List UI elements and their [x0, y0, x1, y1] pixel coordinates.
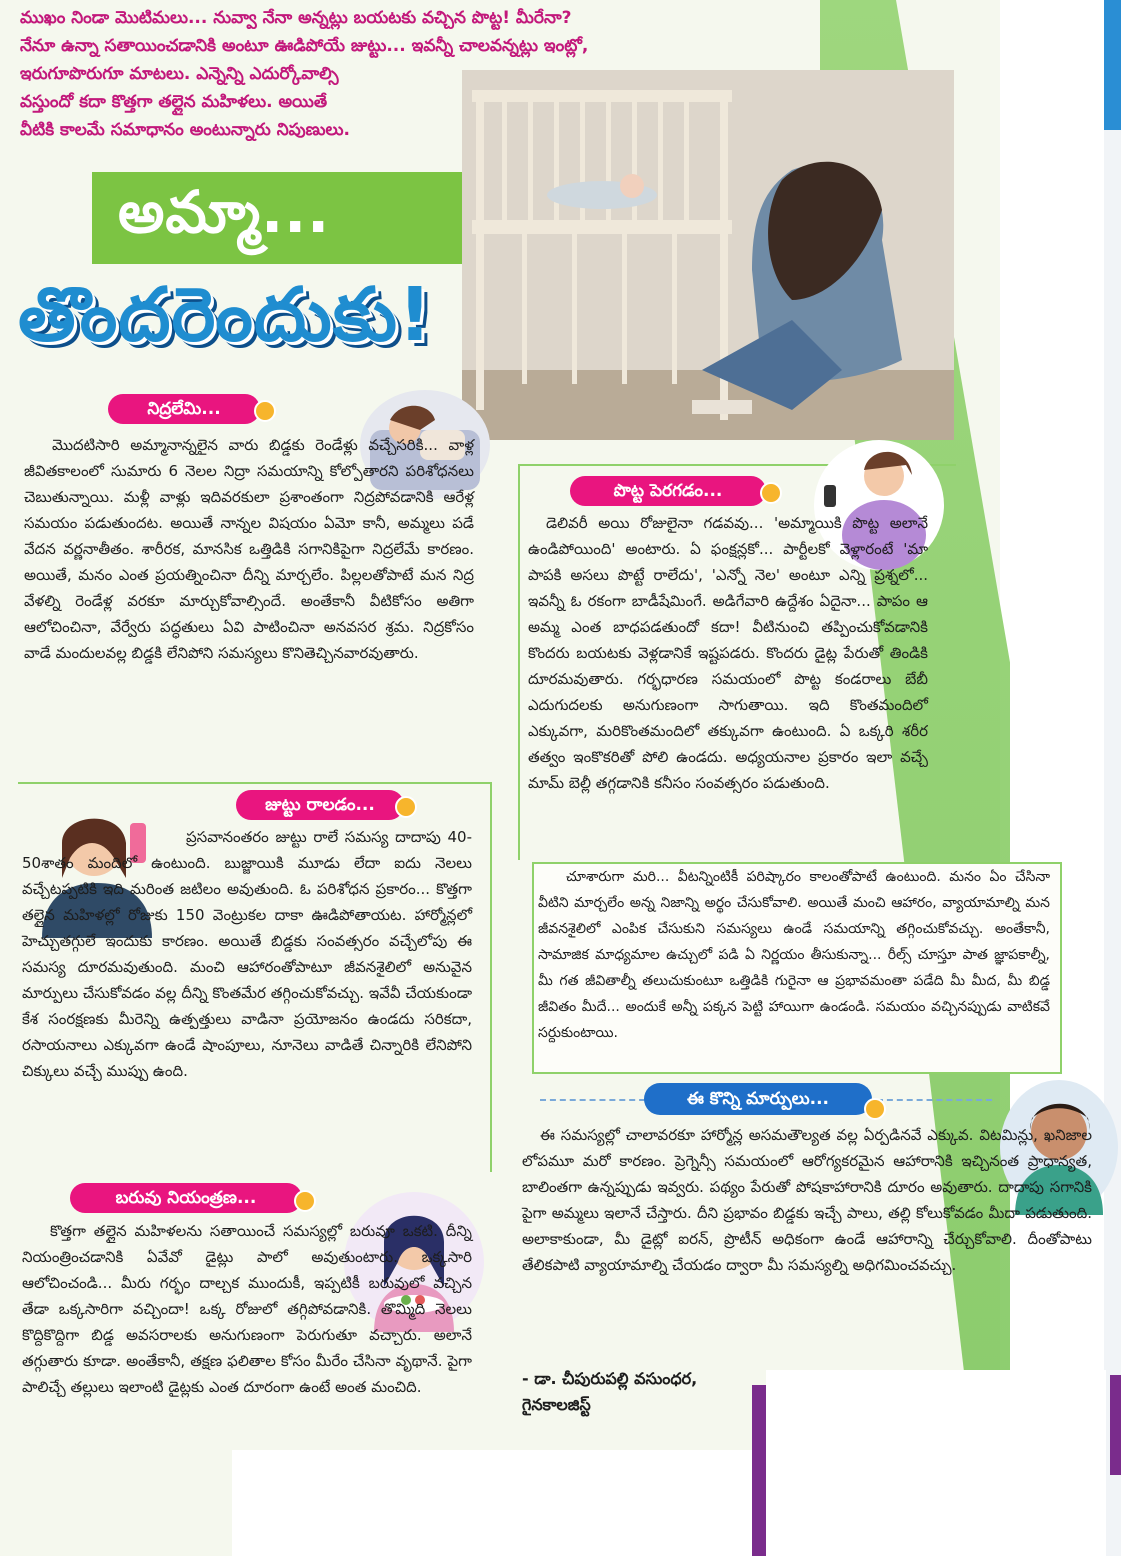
article-photo: [462, 70, 954, 440]
title-line-1: అమ్మా...: [118, 178, 331, 246]
sleep-heading: నిద్రలేమి...: [108, 394, 260, 424]
byline-name: - డా. చీపురుపల్లి వసుంధర,: [522, 1369, 698, 1388]
sleep-text: మొదటిసారి అమ్మానాన్నలైన వారు బిడ్డకు రెండేళ్లు వచ్చేసరికి... వాళ్ల జీవితకాలంలో సుమారు 6 నెలల నిద్రా సమయాన్ని కోల్పోతారని పరిశోధనలు చెబుతున్నాయి. మళ్లీ వాళ్లు ఇదివరకులా ప్రశాంతంగా నిద్రపోవడానికి ఆరేళ్ల సమయం పడుతుందట. అయితే నాన్నల విషయం ఏమో కానీ, అమ్మలు పడే వేదన వర్ణనాతీతం. శారీరక, మానసిక ఒత్తిడికి సగానికిపైగా నిద్రలేమే కారణం. అయితే, మనం ఎంత ప్రయత్నించినా దీన్ని మార్చలేం. పిల్లలతోపాటే మన నిద్ర వేళల్ని రెండేళ్ల వరకూ మార్చుకోవాల్సిందే. అంతేకానీ వీటికోసం అతిగా ఆలోచించినా, వేర్వేరు పద్ధతులు ఏవి పాటించినా అనవసర శ్రమ. నిద్రకోసం వాడే మందులవల్ల బిడ్డకి లేనిపోని సమస్యలు కొనితెచ్చినవారవుతారు.: [24, 436, 474, 662]
headline: తొందరెందుకు!: [18, 272, 433, 358]
changes-text: ఈ సమస్యల్లో చాలావరకూ హార్మోన్ల అసమతౌల్యత వల్ల ఏర్పడినవే ఎక్కువ. విటమిన్లు, ఖనిజాల లోపమూ మరో కారణం. ప్రెగ్నెన్సీ సమయంలో ఆరోగ్యకరమైన ఆహారానికి ఇచ్చినంత ప్రాధాన్యత, బాలింతగా ఉన్నప్పుడు ఇవ్వరు. పథ్యం పేరుతో పోషకాహారానికి దూరం అవుతారు. దాదాపు సగానికి పైగా అమ్మలు ఇలానే చేస్తారు. దీని ప్రభావం బిడ్డకు ఇచ్చే పాలు, తల్లి కోలుకోవడం మీదా పడుతుంది. అలాకాకుండా, మీ డైట్లో ఐరన్, ప్రొటీన్ అధికంగా ఉండే ఆహారాన్ని చేర్చుకోవాలి. దీంతోపాటు తేలికపాటి వ్యాయామాల్ని చేయడం ద్వారా మీ సమస్యల్ని అధిగమించవచ్చు.: [522, 1126, 1092, 1274]
byline-role: గైనకాలజిస్ట్: [522, 1395, 591, 1414]
heading-dot: [864, 1098, 886, 1120]
adjacent-page-edge: [1104, 0, 1121, 1556]
blank-area: [766, 1370, 1106, 1556]
intro-paragraph: ముఖం నిండా మొటిమలు... నువ్వా నేనా అన్నట్లు బయటకు వచ్చిన పొట్ట! మీరేనా? నేనూ ఉన్నా సతాయించడానికి అంటూ ఊడిపోయే జుట్టు... ఇవన్నీ చాలవన్నట్లు ఇంట్లో, ఇరుగూపొరుగూ మాటలు. ఎన్నెన్ని ఎదుర్కోవాల్సి వస్తుందో కదా కొత్తగా తల్లైన మహిళలు. అయితే వీటికి కాలమే సమాధానం అంటున్నారు నిపుణులు.: [20, 8, 589, 140]
heading-dot: [395, 796, 417, 818]
hair-text: ప్రసవానంతరం జుట్టు రాలే సమస్య దాదాపు 40-50శాతం మందిలో ఉంటుంది. బుజ్జాయికి మూడు లేదా ఐదు నెలలు వచ్చేటప్పటికి ఇది మరింత జటిలం అవుతుంది. ఓ పరిశోధన ప్రకారం... కొత్తగా తల్లైన మహిళల్లో రోజుకు 150 వెంట్రుకల దాకా ఊడిపోతాయట. హార్మోన్లలో హెచ్చుతగ్గులే ఇందుకు కారణం. అయితే బిడ్డకు సంవత్సరం వచ్చేలోపు ఈ సమస్య దూరమవుతుంది. మంచి ఆహారంతోపాటూ జీవనశైలిలో అనువైన మార్పులు చేసుకోవడం వల్ల దీన్ని కొంతమేర తగ్గించుకోవచ్చు. ఇవేవీ చేయకుండా కేశ సంరక్షణకు మీరెన్ని ఉత్పత్తులు వాడినా ప్రయోజనం ఉండదు సరికదా, రసాయనాలు ఎక్కువగా ఉండే షాంపూలు, నూనెలు వాడితే చిన్నారికి లేనిపోని చిక్కులు వచ్చే ముప్పు ఉంది.: [22, 828, 472, 1080]
belly-text: డెలివరీ అయి రోజులైనా గడవవు... 'అమ్మాయికి పొట్ట అలానే ఉండిపోయింది' అంటారు. ఏ ఫంక్షన్లకో... పార్టీలకో వెళ్లారంటే 'మా పాపకి అసలు పొట్టే రాలేదు', 'ఎన్నో నెల' అంటూ ఎన్ని ప్రశ్నలో... ఇవన్నీ ఓ రకంగా బాడీషేమింగే. అడిగేవారి ఉద్దేశం ఏదైనా... పాపం ఆ అమ్మ ఎంత బాధపడతుందో కదా! వీటినుంచి తప్పించుకోవడానికి కొందరు బయటకు వెళ్లడానికే ఇష్టపడరు. కొందరు డైట్ల పేరుతో తిండికి దూరమవుతారు. గర్భధారణ సమయంలో పొట్ట కండరాలు బేబీ ఎదుగుదలకు అనుగుణంగా సాగుతాయి. ఇది కొంతమందిలో ఎక్కువగా, మరికొంతమందిలో తక్కువగా ఉంటుంది. ఏ ఒక్కరి శరీర తత్వం ఇంకొకరితో పోలి ఉండదు. అధ్యయనాల ప్రకారం ఇలా వచ్చే మామ్ బెల్లీ తగ్గడానికి కనీసం సంవత్సరం పడుతుంది.: [528, 514, 928, 792]
weight-text: కొత్తగా తల్లైన మహిళలను సతాయించే సమస్యల్లో బరువూ ఒకటి. దీన్ని నియంత్రించడానికి ఏవేవో డైట్లు పాలో అవుతుంటారు. ఒక్కసారి ఆలోచించండి... మీరు గర్భం దాల్చక ముందుకీ, ఇప్పటికీ బరువులో వచ్చిన తేడా ఒక్కసారిగా వచ్చిందా! ఒక్క రోజులో తగ్గిపోవడానికి. తొమ్మిది నెలలు కొద్దికొద్దిగా బిడ్డ అవసరాలకు అనుగుణంగా పెరుగుతూ వచ్చారు. అలానే తగ్గుతారు కూడా. అంతేకానీ, తక్షణ ఫలితాల కోసం మీరేం చేసినా వృథానే. పైగా పాలిచ్చే తల్లులు ఇలాంటి డైట్లకు ఎంత దూరంగా ఉంటే అంత మంచిది.: [22, 1222, 472, 1396]
changes-heading: ఈ కొన్ని మార్పులు...: [644, 1083, 872, 1115]
hair-heading: జుట్టు రాలడం...: [236, 790, 404, 820]
belly-heading: పొట్ట పెరగడం...: [570, 476, 766, 506]
blank-area-bottom: [232, 1450, 752, 1556]
heading-dot: [294, 1190, 316, 1212]
heading-dot: [760, 482, 782, 504]
weight-heading: బరువు నియంత్రణ...: [70, 1183, 302, 1213]
summary-text: చూశారుగా మరి... వీటన్నింటికీ పరిష్కారం కాలంతోపాటే ఉంటుంది. మనం ఏం చేసినా వీటిని మార్చలేం అన్న నిజాన్ని అర్థం చేసుకోవాలి. అయితే మంచి ఆహారం, వ్యాయామాల్ని మన జీవనశైలిలో ఎంపిక చేసుకుని సమస్యలు ఉండే సమయాన్ని తగ్గించుకోవచ్చు. అంతేకానీ, సామాజిక మాధ్యమాల ఉచ్చులో పడి ఏ నిర్ణయం తీసుకున్నా... రీల్స్ చూస్తూ పాత జ్ఞాపకాల్నీ, మీ గత జీవితాల్నీ తలుచుకుంటూ ఒత్తిడికి గురైనా ఆ ప్రభావమంతా పడేది మీ మీద, మీ బిడ్డ జీవితం మీదే... అందుకే అన్నీ పక్కన పెట్టి హాయిగా ఉండండి. సమయం వచ్చినప్పుడు వాటికవే సర్దుకుంటాయి.: [538, 869, 1050, 1041]
mother-crib-illustration: [462, 70, 954, 440]
heading-dot: [254, 400, 276, 422]
byline: [522, 1366, 762, 1418]
adjacent-page-image-edge: [1104, 0, 1121, 130]
adjacent-page-color-bar: [1110, 1375, 1121, 1475]
